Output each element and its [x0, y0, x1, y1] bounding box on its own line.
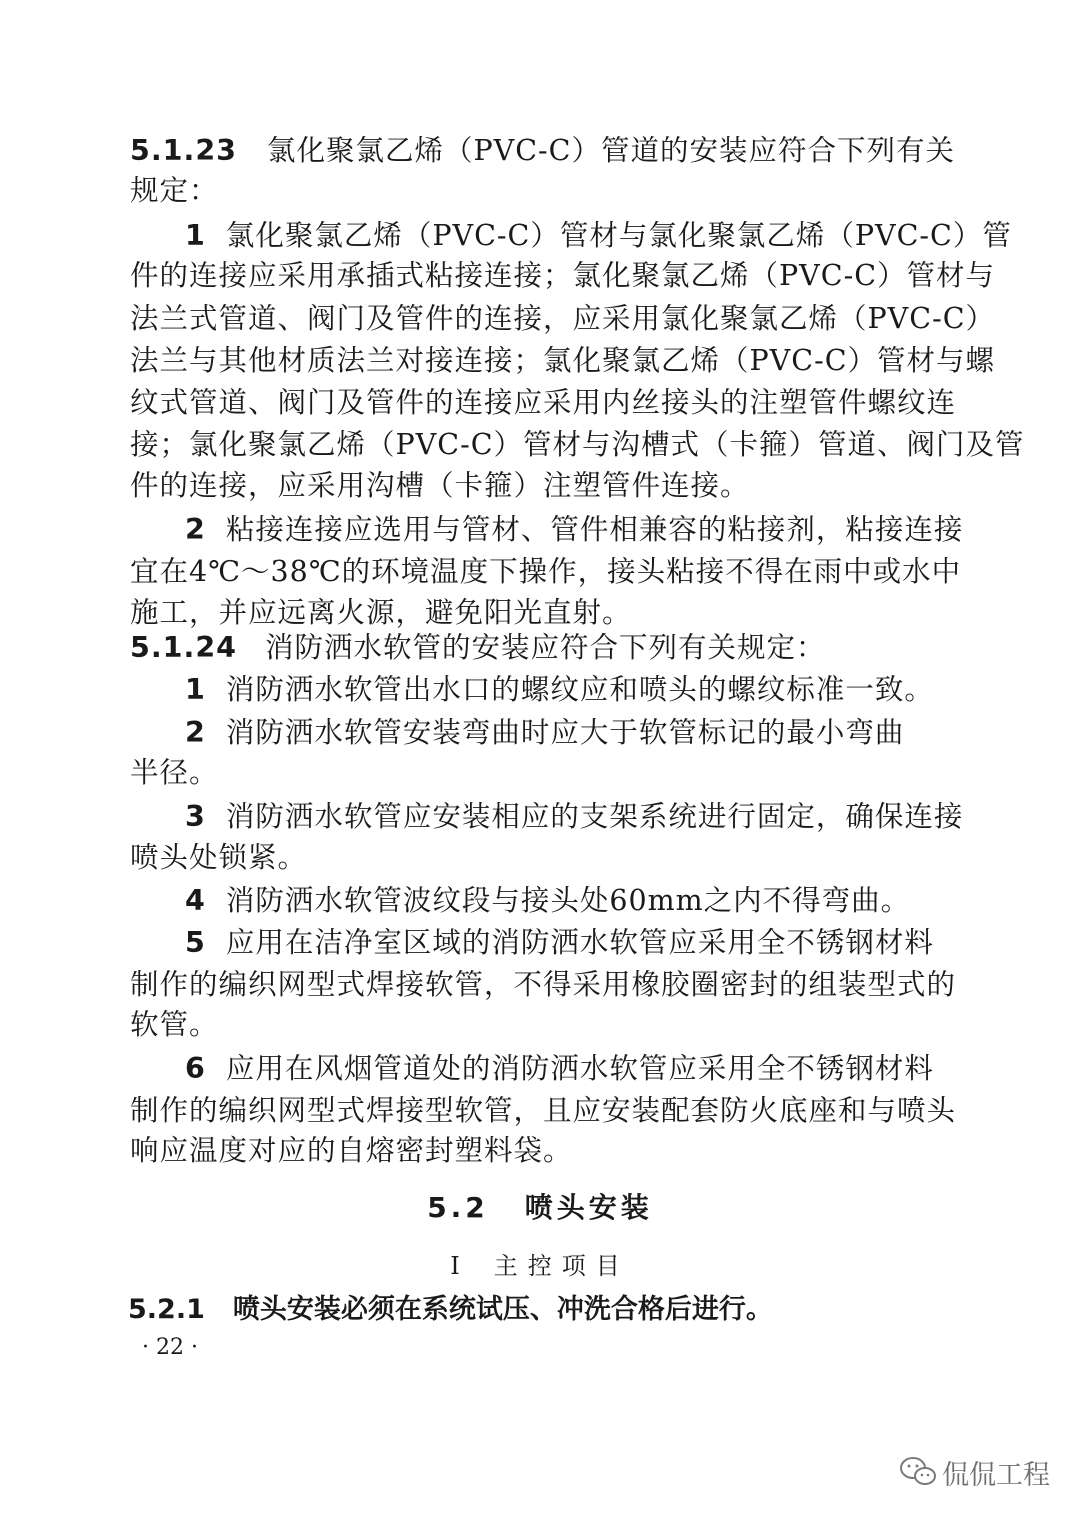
section-5-2-heading: 5.2 喷头安装: [427, 1191, 653, 1224]
hose-item-6-line-3: 响应温度对应的自熔密封塑料袋。: [130, 1134, 573, 1167]
hose-item-5-line-1: 5 应用在洁净室区域的消防洒水软管应采用全不锈钢材料: [185, 926, 934, 959]
hose-item-6-line-1: 6 应用在风烟管道处的消防洒水软管应采用全不锈钢材料: [185, 1052, 934, 1085]
item-1-line-4: 法兰与其他材质法兰对接连接；氯化聚氯乙烯（PVC-C）管材与螺: [130, 344, 996, 377]
hose-item-6-line-2: 制作的编织网型式焊接型软管，且应安装配套防火底座和与喷头: [130, 1094, 957, 1127]
item-2-line-1: 2 粘接连接应选用与管材、管件相兼容的粘接剂，粘接连接: [185, 513, 964, 546]
hose-item-4-line-1: 4 消防洒水软管波纹段与接头处60mm之内不得弯曲。: [185, 884, 911, 917]
hose-item-5-line-3: 软管。: [130, 1008, 219, 1041]
clause-5-1-24-line-1: 5.1.24 消防洒水软管的安装应符合下列有关规定：: [130, 631, 826, 664]
item-1-line-7: 件的连接，应采用沟槽（卡箍）注塑管件连接。: [130, 469, 750, 502]
hose-item-2-line-2: 半径。: [130, 756, 219, 789]
clause-number: 5.1.23: [130, 134, 237, 167]
item-2-line-3: 施工，并应远离火源，避免阳光直射。: [130, 596, 632, 629]
item-1-line-5: 纹式管道、阀门及管件的连接应采用内丝接头的注塑管件螺纹连: [130, 386, 957, 419]
hose-item-2-line-1: 2 消防洒水软管安装弯曲时应大于软管标记的最小弯曲: [185, 716, 905, 749]
clause-5-1-23-line-1: 5.1.23 氯化聚氯乙烯（PVC-C）管道的安装应符合下列有关: [130, 134, 955, 167]
hose-item-5-line-2: 制作的编织网型式焊接软管，不得采用橡胶圈密封的组装型式的: [130, 968, 957, 1001]
clause-number: 5.1.24: [130, 631, 237, 664]
wechat-icon: [898, 1455, 938, 1489]
clause-5-2-1: 5.2.1 喷头安装必须在系统试压、冲洗合格后进行。: [128, 1294, 773, 1325]
hose-item-3-line-2: 喷头处锁紧。: [130, 841, 308, 874]
item-1-line-2: 件的连接应采用承插式粘接连接；氯化聚氯乙烯（PVC-C）管材与: [130, 259, 996, 292]
item-1-line-1: 1 氯化聚氯乙烯（PVC-C）管材与氯化聚氯乙烯（PVC-C）管: [185, 219, 1012, 252]
watermark: [898, 1450, 1050, 1494]
hose-item-1-line-1: 1 消防洒水软管出水口的螺纹应和喷头的螺纹标准一致。: [185, 673, 934, 706]
clause-5-1-23-line-2: 规定：: [130, 174, 219, 207]
page-number: · 22 ·: [142, 1335, 198, 1360]
item-1-line-3: 法兰式管道、阀门及管件的连接，应采用氯化聚氯乙烯（PVC-C）: [130, 302, 996, 335]
subsection-heading: Ⅰ 主控项目: [450, 1252, 630, 1280]
watermark-text: 侃侃工程: [942, 1459, 1050, 1491]
item-2-line-2: 宜在4℃～38℃的环境温度下操作，接头粘接不得在雨中或水中: [130, 555, 962, 588]
hose-item-3-line-1: 3 消防洒水软管应安装相应的支架系统进行固定，确保连接: [185, 800, 964, 833]
item-1-line-6: 接；氯化聚氯乙烯（PVC-C）管材与沟槽式（卡箍）管道、阀门及管: [130, 428, 1025, 461]
